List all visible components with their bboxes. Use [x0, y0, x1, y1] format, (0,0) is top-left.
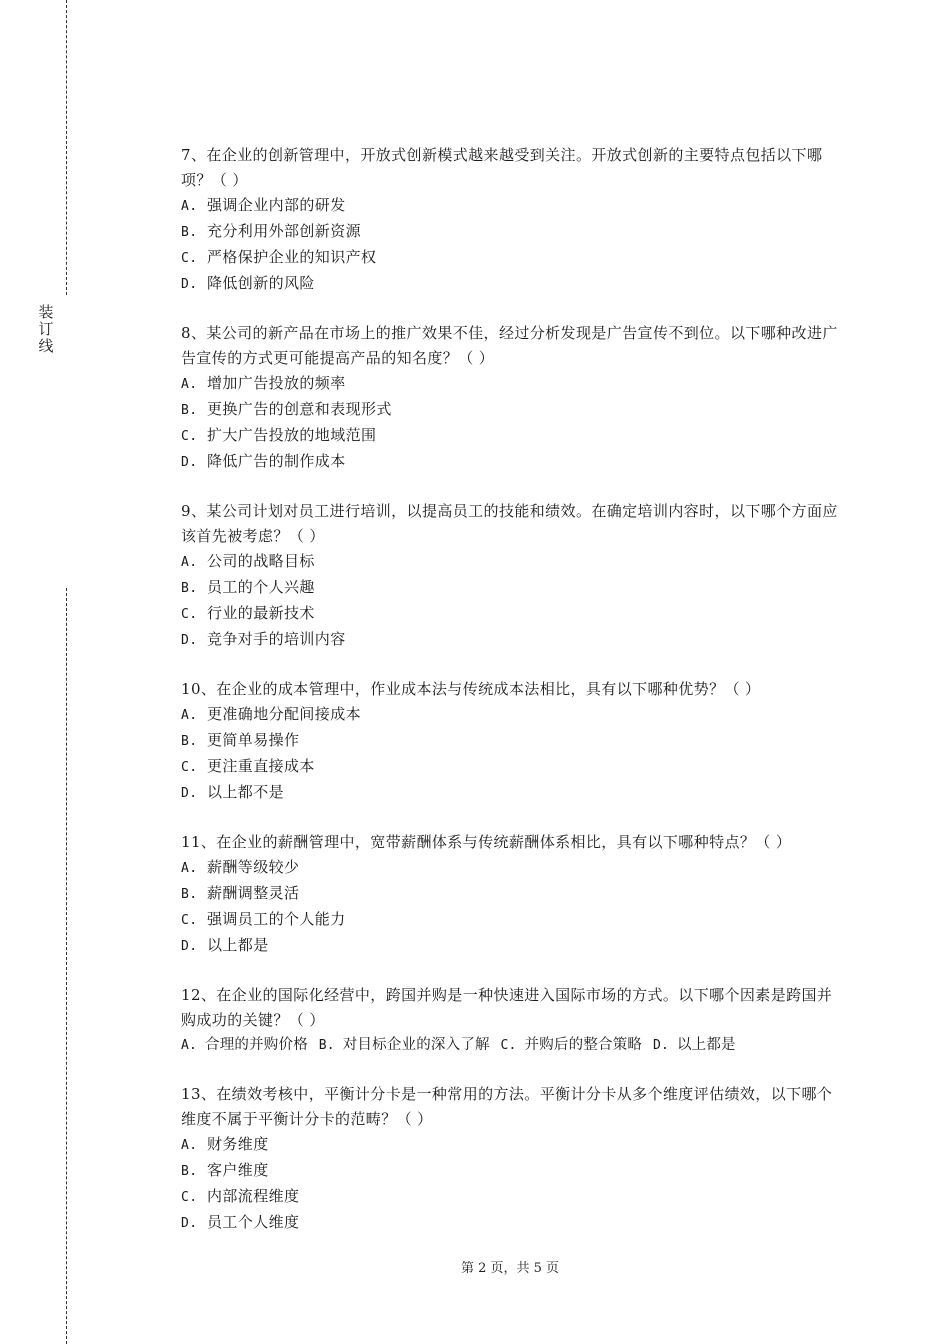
binding-label: [36, 304, 56, 355]
option-b: [181, 881, 839, 907]
option-letter: C.: [181, 607, 198, 622]
option-text: 并购后的整合策略: [524, 1037, 643, 1053]
question-text: 11、在企业的薪酬管理中，宽带薪酬体系与传统薪酬体系相比，具有以下哪种特点？（ ）: [181, 833, 792, 851]
option-text: 以上都是: [207, 936, 269, 954]
option-text: 员工的个人兴趣: [207, 578, 315, 596]
question-list: [181, 143, 839, 1260]
option-c: [181, 423, 839, 449]
option-a: [181, 1132, 839, 1158]
option-text: 更换广告的创意和表现形式: [207, 400, 392, 418]
option-d: [181, 780, 839, 806]
option-text: 员工个人维度: [207, 1213, 300, 1231]
option-letter: B.: [181, 225, 198, 240]
option-d: [181, 1210, 839, 1236]
question-7: [181, 143, 839, 297]
option-b: [181, 575, 839, 601]
option-d: [181, 933, 839, 959]
option-a: [181, 193, 839, 219]
option-b: [181, 728, 839, 754]
option-a: [181, 702, 839, 728]
option-letter: D.: [181, 633, 198, 648]
question-text: 8、某公司的新产品在市场上的推广效果不佳，经过分析发现是广告宣传不到位。以下哪种改进广告宣传的方式更可能提高产品的知名度？（ ）: [181, 324, 838, 367]
question-11: [181, 830, 839, 959]
option-letter: C.: [181, 913, 198, 928]
option-letter: D.: [181, 1216, 198, 1231]
option-text: 合理的并购价格: [205, 1037, 308, 1053]
binding-label-char: 线: [38, 337, 54, 355]
option-letter: A.: [181, 708, 198, 723]
option-letter: C.: [500, 1038, 517, 1053]
option-letter: A.: [181, 861, 198, 876]
question-text: 10、在企业的成本管理中，作业成本法与传统成本法相比，具有以下哪种优势？（ ）: [181, 680, 761, 698]
option-letter: A.: [181, 199, 198, 214]
option-letter: B.: [181, 734, 198, 749]
option-text: 以上都是: [676, 1037, 736, 1053]
option-text: 更简单易操作: [207, 731, 300, 749]
page-footer: 第 2 页，共 5 页: [460, 1261, 560, 1276]
option-text: 增加广告投放的频率: [207, 374, 346, 392]
option-d: [653, 1037, 736, 1053]
option-letter: A.: [181, 377, 198, 392]
option-d: [181, 271, 839, 297]
option-b: [181, 1158, 839, 1184]
option-text: 强调员工的个人能力: [207, 910, 346, 928]
binding-label-char: 订: [38, 320, 54, 338]
question-12: [181, 983, 839, 1058]
question-10: [181, 677, 839, 806]
binding-dashed-line-bottom: [66, 588, 67, 1344]
option-text: 行业的最新技术: [207, 604, 315, 622]
option-text: 更准确地分配间接成本: [207, 705, 362, 723]
option-letter: A.: [181, 555, 198, 570]
option-text: 公司的战略目标: [207, 552, 315, 570]
option-letter: B.: [181, 887, 198, 902]
option-letter: C.: [181, 251, 198, 266]
binding-dashed-line-top: [66, 0, 67, 295]
option-a: [181, 371, 839, 397]
option-d: [181, 627, 839, 653]
option-letter: B.: [181, 403, 198, 418]
option-letter: D.: [652, 1038, 670, 1053]
option-letter: A.: [181, 1038, 198, 1053]
option-text: 充分利用外部创新资源: [207, 222, 362, 240]
option-a: [181, 1037, 308, 1053]
option-b: [181, 219, 839, 245]
option-letter: C.: [181, 429, 198, 444]
option-d: [181, 449, 839, 475]
option-a: [181, 549, 839, 575]
option-text: 财务维度: [207, 1135, 269, 1153]
binding-label-char: 装: [38, 303, 54, 321]
question-9: [181, 499, 839, 653]
question-text: 7、在企业的创新管理中，开放式创新模式越来越受到关注。开放式创新的主要特点包括以下哪项？（ ）: [181, 146, 823, 189]
option-c: [181, 907, 839, 933]
inline-option-row: [181, 1033, 839, 1058]
option-text: 强调企业内部的研发: [207, 196, 346, 214]
question-13: [181, 1082, 839, 1236]
option-c: [181, 1184, 839, 1210]
option-text: 降低广告的制作成本: [207, 452, 346, 470]
option-letter: D.: [181, 786, 198, 801]
option-letter: C.: [181, 1190, 198, 1205]
option-text: 对目标企业的深入了解: [342, 1037, 490, 1053]
option-letter: B.: [181, 581, 198, 596]
question-text: 12、在企业的国际化经营中，跨国并购是一种快速进入国际市场的方式。以下哪个因素是跨国并购成功的关键？（ ）: [181, 986, 833, 1029]
option-letter: D.: [181, 455, 198, 470]
question-text: 9、某公司计划对员工进行培训，以提高员工的技能和绩效。在确定培训内容时，以下哪个方面应该首先被考虑？（ ）: [181, 502, 838, 545]
option-text: 严格保护企业的知识产权: [207, 248, 377, 266]
option-a: [181, 855, 839, 881]
option-c: [181, 601, 839, 627]
option-text: 薪酬等级较少: [207, 858, 300, 876]
option-text: 扩大广告投放的地域范围: [207, 426, 377, 444]
option-text: 以上都不是: [207, 783, 285, 801]
option-b: [181, 397, 839, 423]
option-text: 薪酬调整灵活: [207, 884, 300, 902]
question-text: 13、在绩效考核中，平衡计分卡是一种常用的方法。平衡计分卡从多个维度评估绩效，以下哪个维度不属于平衡计分卡的范畴？（ ）: [181, 1085, 833, 1128]
option-text: 竞争对手的培训内容: [207, 630, 346, 648]
option-letter: D.: [181, 277, 198, 292]
option-text: 内部流程维度: [207, 1187, 300, 1205]
option-letter: C.: [181, 760, 198, 775]
option-text: 更注重直接成本: [207, 757, 315, 775]
option-letter: D.: [181, 939, 198, 954]
question-8: [181, 321, 839, 475]
option-letter: B.: [318, 1038, 335, 1053]
option-text: 降低创新的风险: [207, 274, 315, 292]
option-c: [501, 1037, 643, 1053]
option-letter: B.: [181, 1164, 198, 1179]
option-c: [181, 245, 839, 271]
option-letter: A.: [181, 1138, 198, 1153]
option-text: 客户维度: [207, 1161, 269, 1179]
option-c: [181, 754, 839, 780]
option-b: [319, 1037, 490, 1053]
